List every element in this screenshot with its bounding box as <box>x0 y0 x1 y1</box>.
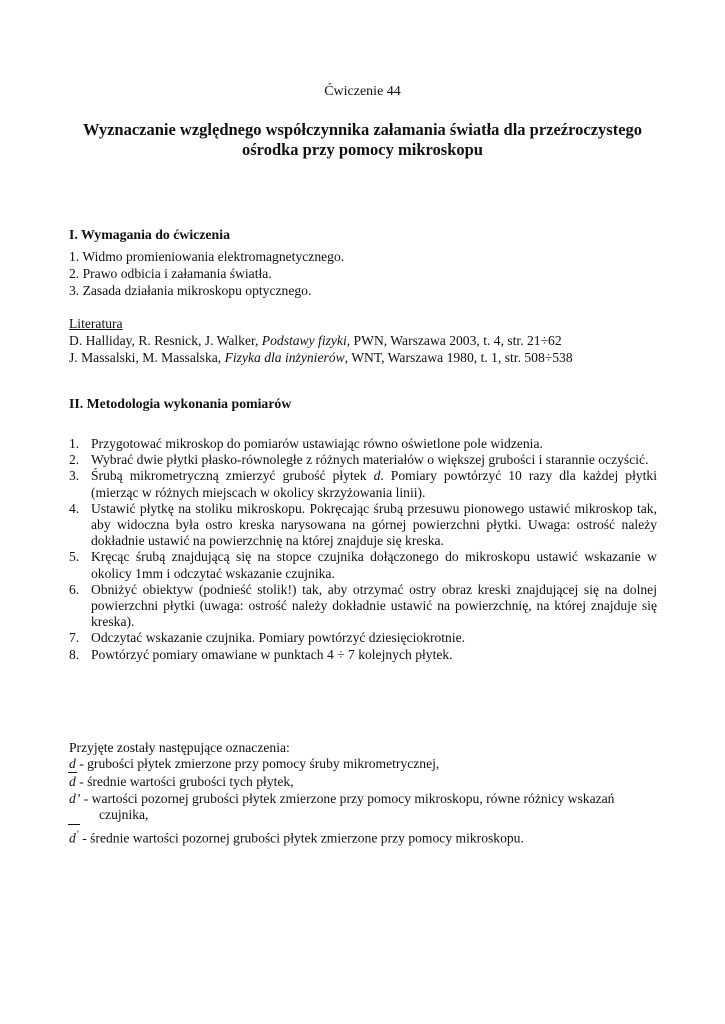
step-number: 8. <box>69 646 80 662</box>
step-number: 2. <box>69 452 80 468</box>
notation-text: - wartości pozornej grubości płytek zmierzone przy pomocy mikroskopu, równe różnicy wskazań <box>80 790 615 806</box>
list-item <box>69 452 657 468</box>
reference-authors: J. Massalski, M. Massalska, <box>69 350 225 365</box>
literature-reference-1 <box>69 333 689 349</box>
section-2-heading: II. Metodologia wykonania pomiarów <box>69 396 292 411</box>
notation-item <box>69 791 659 807</box>
step-text: Odczytać wskazanie czujnika. Pomiary powtórzyć dziesięciokrotnie. <box>91 630 466 646</box>
notation-text: - średnie wartości grubości tych płytek, <box>75 774 294 790</box>
notation-text: - średnie wartości pozornej grubości płytek zmierzone przy pomocy mikroskopu. <box>78 830 524 846</box>
section-1-heading: I. Wymagania do ćwiczenia <box>69 227 230 242</box>
step-number: 3. <box>69 468 80 484</box>
list-item <box>69 468 657 500</box>
list-item <box>69 582 657 631</box>
symbol-d: d <box>69 830 76 846</box>
list-item <box>69 436 657 452</box>
notation-intro: Przyjęte zostały następujące oznaczenia: <box>69 740 290 755</box>
literature-heading: Literatura <box>69 316 123 331</box>
step-text: Powtórzyć pomiary omawiane w punktach 4 ÷ 7 kolejnych płytek. <box>91 646 453 662</box>
requirements-list <box>69 249 669 300</box>
list-item <box>69 630 657 646</box>
step-text: Ustawić płytkę na stoliku mikroskopu. Pokręcając śrubą przesuwu pionowego ustawić mikroskop tak, aby widoczna była ostro kreska narysowana na górnej powierzchni płytki. Uwaga: ostrość należy dokładnie ustawić na powierzchnię na której znajduje się kreska. <box>91 500 657 549</box>
step-text: Kręcąc śrubą znajdującą się na stopce czujnika dołączonego do mikroskopu ustawić wskazanie w okolicy 1mm i odczytać wskazanie czujnika. <box>91 549 657 581</box>
procedure-steps <box>69 436 657 663</box>
symbol-d-prime: d’ <box>69 790 81 806</box>
notation-item <box>69 774 659 790</box>
list-item <box>69 549 657 581</box>
step-text: Przygotować mikroskop do pomiarów ustawiając równo oświetlone pole widzenia. <box>91 436 543 451</box>
symbol-d: d <box>373 468 381 484</box>
notation-text: - grubości płytek zmierzone przy pomocy śruby mikrometrycznej, <box>75 756 440 772</box>
exercise-number: Ćwiczenie 44 <box>324 84 401 99</box>
notation-item-continuation: czujnika, <box>99 806 149 822</box>
step-number: 5. <box>69 549 80 565</box>
list-item <box>69 501 657 550</box>
notation-item <box>69 826 659 847</box>
notation-item <box>69 756 659 772</box>
step-text: Wybrać dwie płytki płasko-równoległe z różnych materiałów o większej grubości i starannie oczyścić. <box>91 452 649 468</box>
step-number: 7. <box>69 630 80 646</box>
symbol-d-mean: d <box>69 774 76 790</box>
step-number: 4. <box>69 500 80 516</box>
step-number: 6. <box>69 581 80 597</box>
title-line-1: Wyznaczanie względnego współczynnika załamania światła dla przeźroczystego <box>82 120 643 139</box>
step-text-cont: . Pomiary powtórzyć 10 razy dla każdej płytki (mierząc w różnych miejscach w okolicy skrzyżowania linii). <box>91 468 658 500</box>
reference-authors: D. Halliday, R. Resnick, J. Walker, <box>69 333 262 348</box>
symbol-d: d <box>69 756 76 772</box>
reference-details: , WNT, Warszawa 1980, t. 1, str. 508÷538 <box>344 350 573 365</box>
list-item: 1. Widmo promieniowania elektromagnetycznego. <box>69 249 345 264</box>
notation-section <box>69 740 659 847</box>
step-text: Obniżyć obiektyw (podnieść stolik!) tak, aby otrzymać ostry obraz kreski znajdującej się na dolnej powierzchni płytki (uwaga: ostrość należy dokładnie ustawić na powierzchnię, na której znajduje się kreska). <box>91 581 657 630</box>
literature-reference-2 <box>69 350 689 366</box>
list-item <box>69 647 657 663</box>
prime-mark: ’ <box>75 829 79 840</box>
reference-details: , PWN, Warszawa 2003, t. 4, str. 21÷62 <box>346 333 562 348</box>
reference-title: Fizyka dla inżynierów <box>224 350 345 365</box>
symbol-d-prime-mean <box>69 826 79 847</box>
step-number: 1. <box>69 436 80 451</box>
reference-title: Podstawy fizyki <box>261 333 347 348</box>
step-text: Śrubą mikrometryczną zmierzyć grubość płytek <box>91 468 374 484</box>
document-title <box>60 120 665 160</box>
list-item: 2. Prawo odbicia i załamania światła. <box>69 266 272 281</box>
title-line-2: ośrodka przy pomocy mikroskopu <box>242 140 483 159</box>
list-item: 3. Zasada działania mikroskopu optycznego. <box>69 283 312 298</box>
